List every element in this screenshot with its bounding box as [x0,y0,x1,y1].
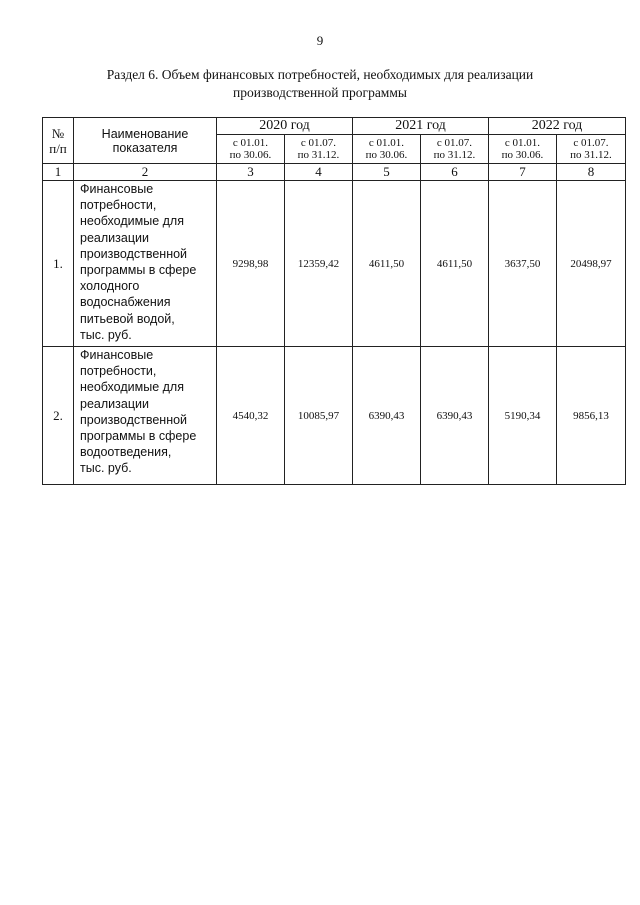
name-line: питьевой водой, [80,311,175,326]
table-row [43,347,626,485]
name-line: тыс. руб. [80,461,132,476]
section-title [60,66,580,102]
period-line2: по 31.12. [570,149,612,161]
column-number: 8 [557,164,626,181]
name-line: холодного [80,279,140,294]
header-period [217,135,285,164]
column-number: 7 [489,164,557,181]
column-number: 1 [43,164,74,181]
header-indicator-name [74,118,217,164]
header-period [285,135,353,164]
header-period [489,135,557,164]
name-line: производственной [80,246,188,261]
column-number-row [43,164,626,181]
period-line2: по 30.06. [365,149,408,161]
name-line: Финансовые [80,348,154,362]
value-cell: 12359,42 [285,181,353,347]
header-row-years [43,118,626,135]
section-title-line1: Раздел 6. Объем финансовых потребностей, необходимых для реализации [106,67,534,82]
name-line: необходимые для [80,380,184,395]
value-cell: 4540,32 [217,347,285,485]
period-line1: с 01.01. [368,137,405,149]
period-line2: по 30.06. [229,149,272,161]
column-number: 4 [285,164,353,181]
header-period [421,135,489,164]
period-line2: по 30.06. [501,149,544,161]
value-cell: 4611,50 [421,181,489,347]
column-number: 2 [74,164,217,181]
header-year-2022: 2022 год [489,118,626,135]
section-title-line2: производственной программы [233,85,407,100]
value-cell: 9856,13 [557,347,626,485]
period-line1: с 01.07. [573,137,609,149]
name-line: программы в сфере [80,263,197,278]
header-period [557,135,626,164]
period-line2: по 31.12. [297,149,340,161]
name-line: водоотведения, [80,445,172,460]
name-line: водоснабжения [80,295,171,310]
column-number: 6 [421,164,489,181]
value-cell: 4611,50 [353,181,421,347]
value-cell: 6390,43 [353,347,421,485]
period-line1: с 01.01. [504,137,541,149]
name-line: реализации [80,230,149,245]
name-line: программы в сфере [80,429,197,444]
row-number: 1. [43,181,74,347]
header-period [353,135,421,164]
name-line: потребности, [80,364,157,379]
name-line: тыс. руб. [80,327,132,342]
table-row [43,181,626,347]
name-line: производственной [80,412,188,427]
header-number-line1: № [51,125,65,141]
period-line1: с 01.07. [436,137,473,149]
header-year-2020: 2020 год [217,118,353,135]
column-number: 3 [217,164,285,181]
header-name-line2: показателя [112,140,178,155]
value-cell: 9298,98 [217,181,285,347]
page-number: 9 [316,33,324,48]
column-number: 5 [353,164,421,181]
name-line: потребности, [80,198,157,213]
header-year-2021: 2021 год [353,118,489,135]
header-number-line2: п/п [49,140,67,156]
header-name-line1: Наименование [101,126,189,141]
name-line: Финансовые [80,182,154,196]
period-line1: с 01.01. [232,137,269,149]
value-cell: 5190,34 [489,347,557,485]
header-number [43,118,74,164]
row-indicator-name [74,181,217,347]
row-indicator-name [74,347,217,485]
name-line: реализации [80,396,149,411]
period-line1: с 01.07. [300,137,337,149]
value-cell: 6390,43 [421,347,489,485]
financial-needs-table [42,117,626,485]
row-number: 2. [43,347,74,485]
period-line2: по 31.12. [433,149,476,161]
value-cell: 20498,97 [557,181,626,347]
name-line: необходимые для [80,214,184,229]
value-cell: 3637,50 [489,181,557,347]
value-cell: 10085,97 [285,347,353,485]
